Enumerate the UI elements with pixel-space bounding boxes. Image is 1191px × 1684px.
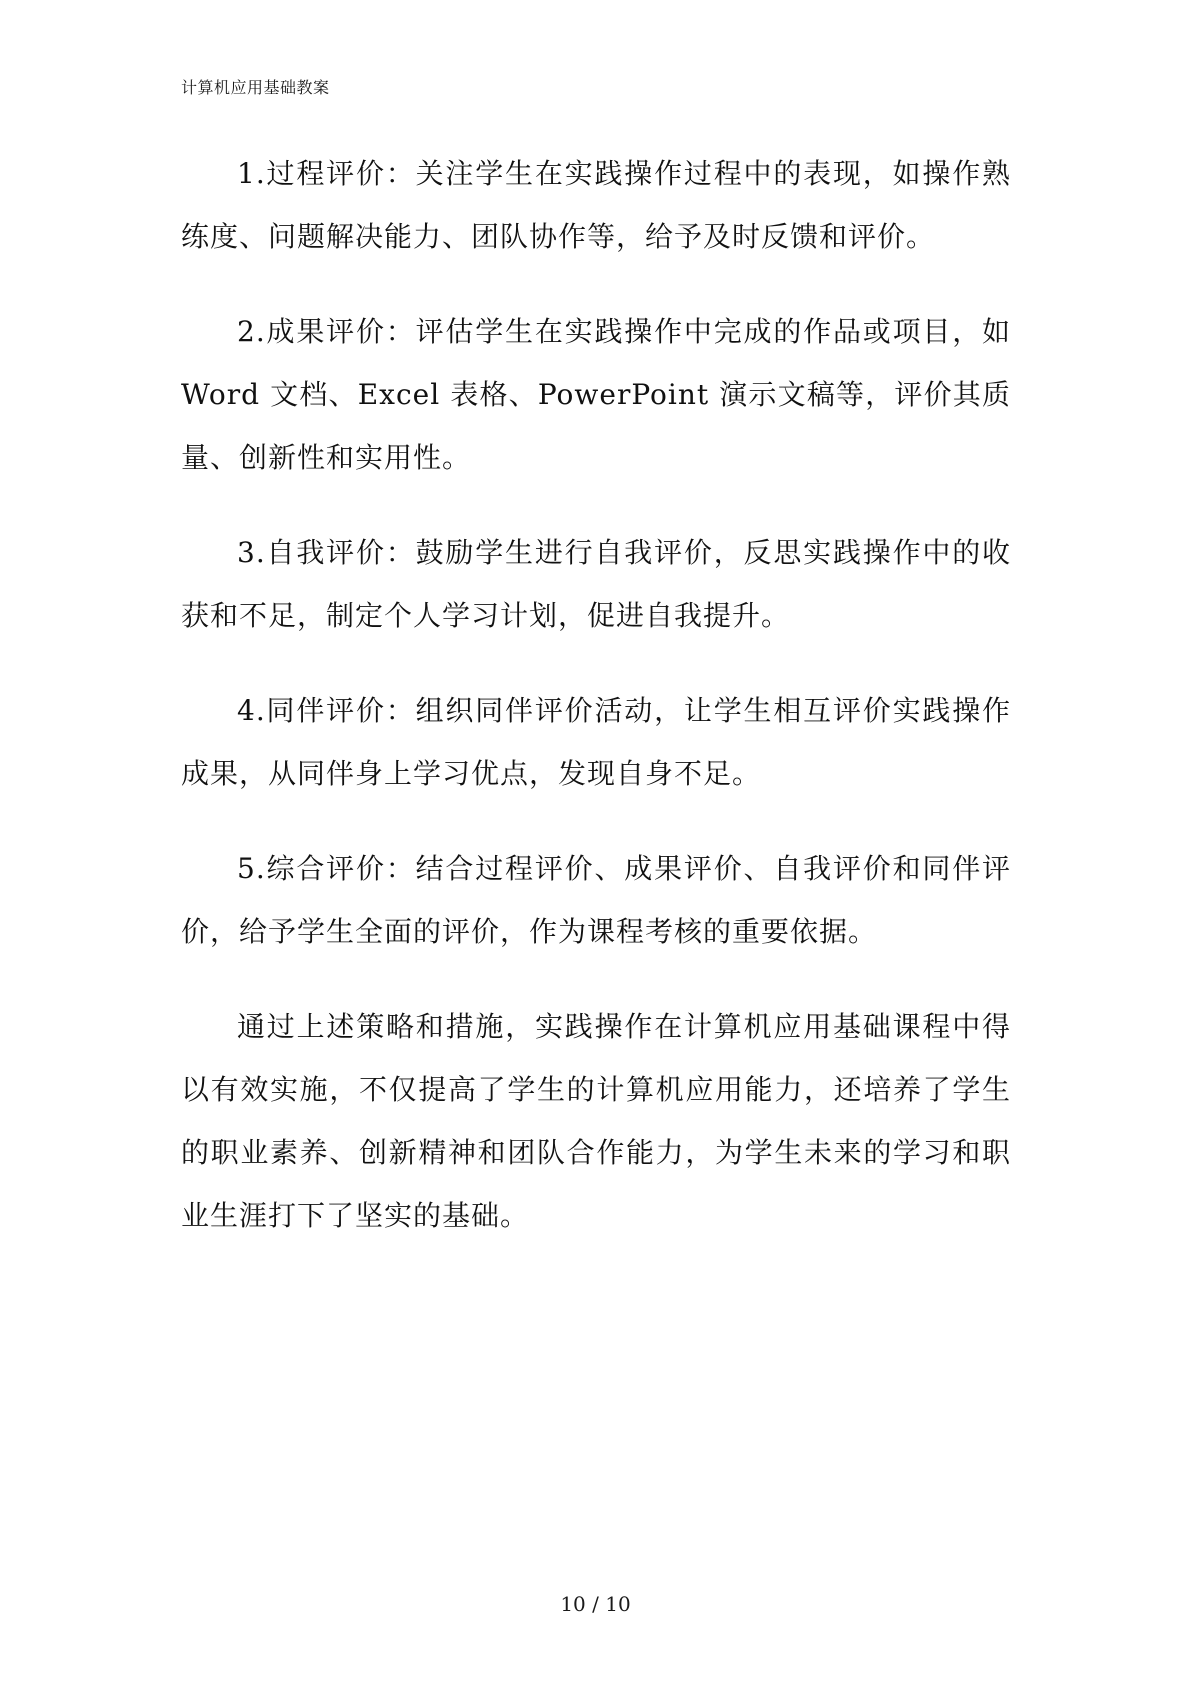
running-header: 计算机应用基础教案 — [181, 78, 330, 97]
paragraph-outcome-evaluation: 2.成果评价：评估学生在实践操作中完成的作品或项目，如Word 文档、Excel 表格、PowerPoint 演示文稿等，评价其质量、创新性和实用性。 — [181, 315, 1011, 474]
paragraph-peer-evaluation: 4.同伴评价：组织同伴评价活动，让学生相互评价实践操作成果，从同伴身上学习优点，发现自身不足。 — [181, 694, 1011, 790]
paragraph-conclusion: 通过上述策略和措施，实践操作在计算机应用基础课程中得以有效实施，不仅提高了学生的计算机应用能力，还培养了学生的职业素养、创新精神和团队合作能力，为学生未来的学习和职业生涯打下了坚实的基础。 — [181, 1010, 1011, 1232]
paragraph-process-evaluation: 1.过程评价：关注学生在实践操作过程中的表现，如操作熟练度、问题解决能力、团队协作等，给予及时反馈和评价。 — [181, 157, 1011, 253]
page-number: 10 / 10 — [560, 1592, 631, 1616]
body-text — [181, 142, 1011, 1247]
paragraph-comprehensive-evaluation: 5.综合评价：结合过程评价、成果评价、自我评价和同伴评价，给予学生全面的评价，作为课程考核的重要依据。 — [181, 852, 1011, 948]
paragraph-self-evaluation: 3.自我评价：鼓励学生进行自我评价，反思实践操作中的收获和不足，制定个人学习计划，促进自我提升。 — [181, 536, 1011, 632]
